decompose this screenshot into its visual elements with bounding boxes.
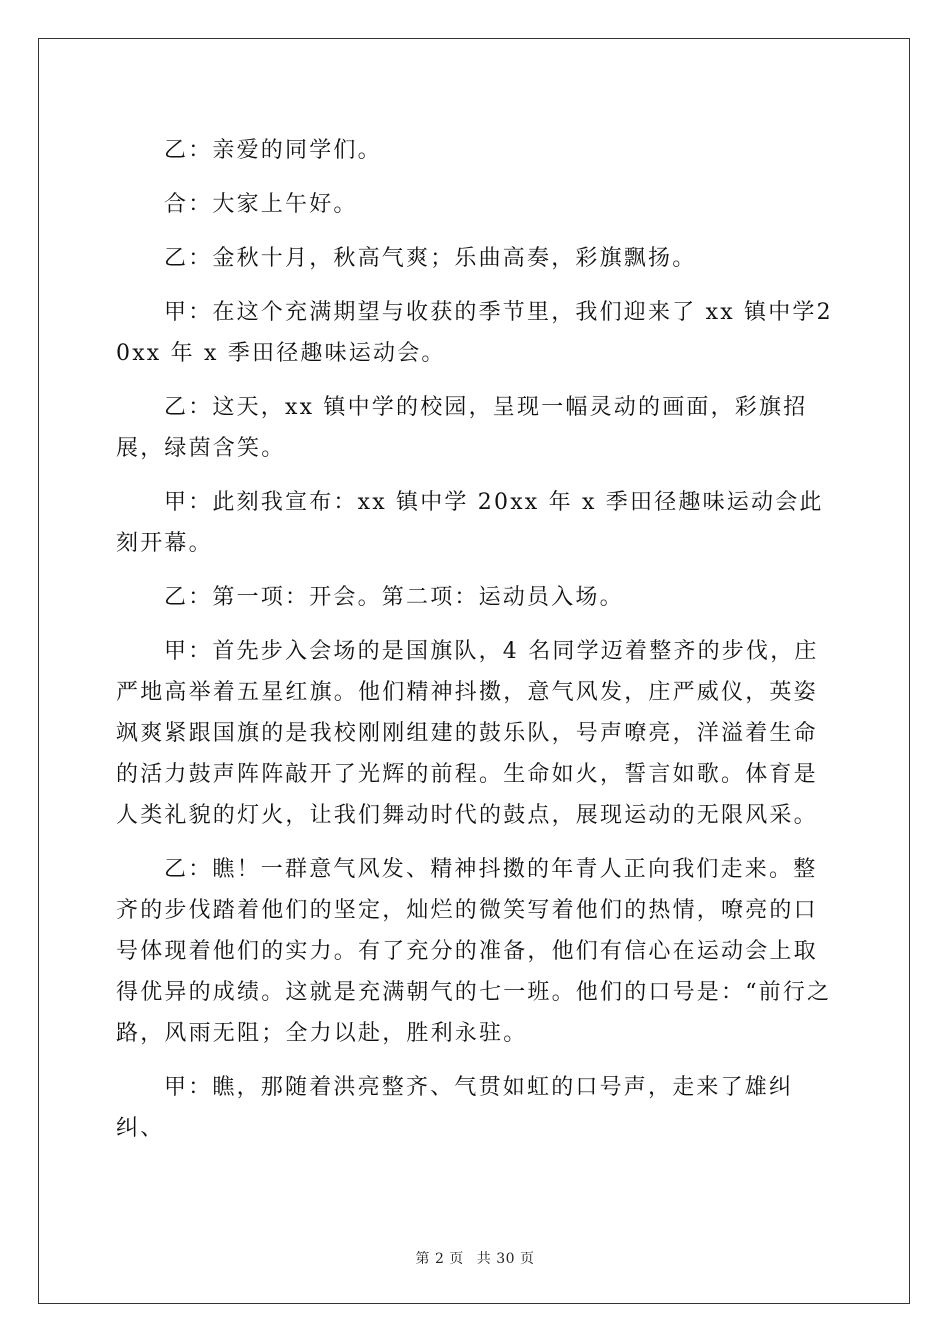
paragraph: 甲：首先步入会场的是国旗队，4 名同学迈着整齐的步伐，庄严地高举着五星红旗。他们精神抖擞，意气风发，庄严威仪，英姿飒爽紧跟国旗的是我校刚刚组建的鼓乐队，号声嘹亮，洋溢着生命的活力鼓声阵阵敲开了光辉的前程。生命如火，誓言如歌。体育是人类礼貌的灯火，让我们舞动时代的鼓点，展现运动的无限风采。 [116, 639, 819, 828]
page-footer [0, 1248, 950, 1268]
paragraph: 乙：亲爱的同学们。 [164, 138, 382, 163]
paragraph: 乙：金秋十月，秋高气爽；乐曲高奏，彩旗飘扬。 [164, 246, 697, 271]
page-number: 第 2 页 [415, 1251, 464, 1267]
paragraph: 甲：此刻我宣布：xx 镇中学 20xx 年 x 季田径趣味运动会此刻开幕。 [116, 490, 824, 556]
document-body [116, 130, 836, 1162]
page-total: 共 30 页 [476, 1251, 535, 1267]
paragraph: 乙：第一项：开会。第二项：运动员入场。 [164, 585, 624, 610]
paragraph: 合：大家上午好。 [164, 192, 358, 217]
paragraph: 甲：在这个充满期望与收获的季节里，我们迎来了 xx 镇中学20xx 年 x 季田径趣味运动会。 [116, 300, 833, 366]
paragraph: 甲：瞧，那随着洪亮整齐、气贯如虹的口号声，走来了雄纠纠、 [116, 1075, 794, 1141]
paragraph: 乙：瞧！一群意气风发、精神抖擞的年青人正向我们走来。整齐的步伐踏着他们的坚定，灿烂的微笑写着他们的热情，嘹亮的口号体现着他们的实力。有了充分的准备，他们有信心在运动会上取得优异的成绩。这就是充满朝气的七一班。他们的口号是：“前行之路，风雨无阻；全力以赴，胜利永驻。 [116, 857, 832, 1046]
paragraph: 乙：这天，xx 镇中学的校园，呈现一幅灵动的画面，彩旗招展，绿茵含笑。 [116, 395, 808, 461]
